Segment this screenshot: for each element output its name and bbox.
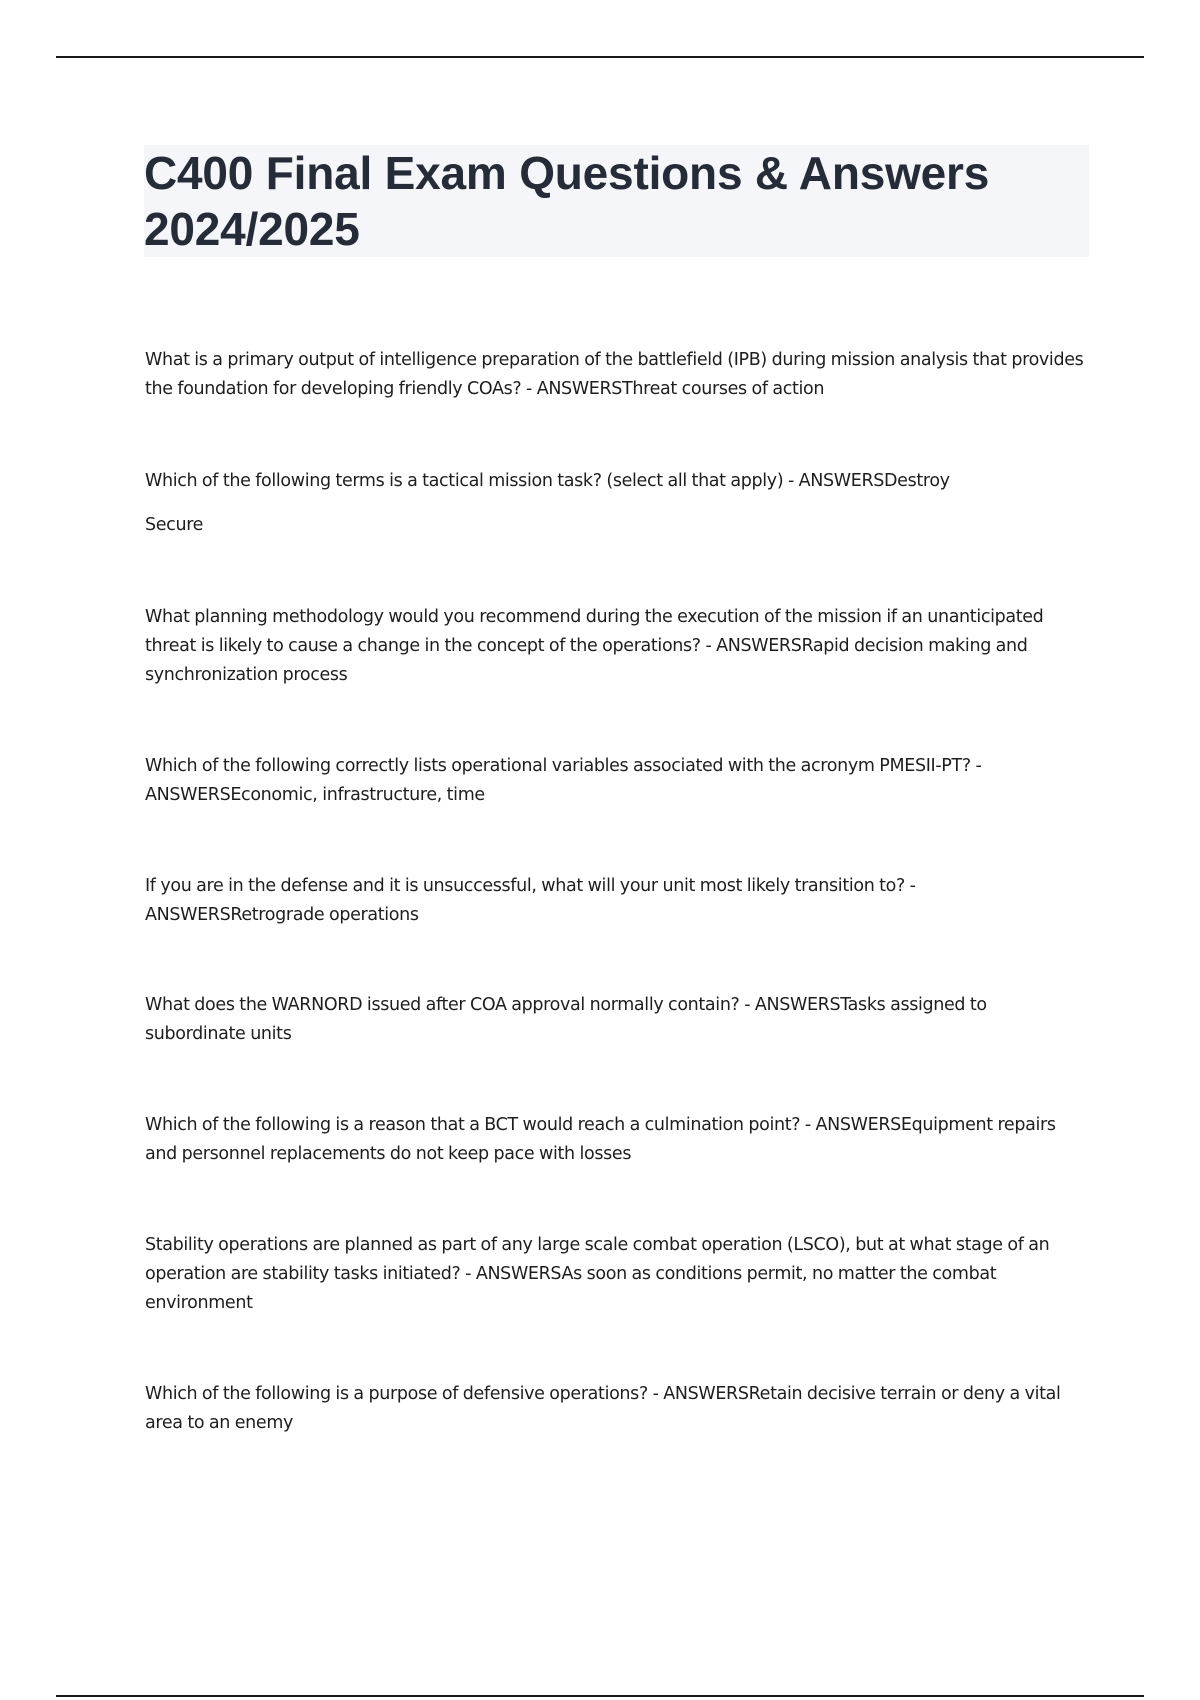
qa-item-3 [145, 603, 1090, 690]
qa-item-9 [145, 1380, 1090, 1438]
qa-extra-answer: Secure [145, 515, 204, 535]
qa-item-8 [145, 1231, 1090, 1318]
qa-text: Which of the following terms is a tactical mission task? (select all that apply) - ANSWERSDestroy [145, 471, 950, 491]
qa-text: What is a primary output of intelligence preparation of the battlefield (IPB) during mission analysis that provides the foundation for developing friendly COAs? - ANSWERSThreat courses of action [145, 350, 1084, 399]
qa-text: Which of the following is a purpose of defensive operations? - ANSWERSRetain decisive terrain or deny a vital area to an enemy [145, 1384, 1061, 1433]
page-title: C400 Final Exam Questions & Answers 2024/2025 [144, 147, 990, 255]
qa-item-7 [145, 1111, 1090, 1169]
qa-text: Which of the following correctly lists operational variables associated with the acronym PMESII-PT? - ANSWERSEconomic, infrastructure, time [145, 756, 982, 805]
qa-text: Stability operations are planned as part of any large scale combat operation (LSCO), but at what stage of an operation are stability tasks initiated? - ANSWERSAs soon as conditions permit, no matter the combat environment [145, 1235, 1050, 1313]
qa-text: What planning methodology would you recommend during the execution of the mission if an unanticipated threat is likely to cause a change in the concept of the operations? - ANSWERSRapid decision making and synchronization process [145, 607, 1044, 685]
bottom-divider [56, 1695, 1144, 1697]
qa-text: If you are in the defense and it is unsuccessful, what will your unit most likely transition to? - ANSWERSRetrograde operations [145, 876, 916, 925]
title-block [144, 145, 1089, 257]
top-divider [56, 56, 1144, 58]
qa-item-6 [145, 991, 1090, 1049]
qa-text: Which of the following is a reason that a BCT would reach a culmination point? - ANSWERSEquipment repairs and personnel replacements do not keep pace with losses [145, 1115, 1056, 1164]
qa-item-1 [145, 346, 1090, 404]
qa-item-2 [145, 467, 1090, 540]
qa-item-5 [145, 872, 1090, 930]
qa-text: What does the WARNORD issued after COA approval normally contain? - ANSWERSTasks assigned to subordinate units [145, 995, 987, 1044]
qa-item-4 [145, 752, 1090, 810]
